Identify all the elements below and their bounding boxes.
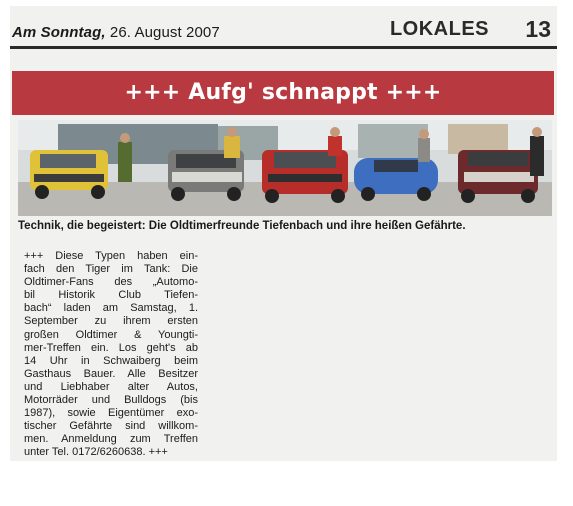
article-line: 1987), sowie Eigentümer exo- xyxy=(24,407,198,420)
article-body xyxy=(24,250,198,460)
article-line: unter Tel. 0172/6260638. +++ xyxy=(24,446,168,459)
article-line: Gasthaus Bauer. Alle Besitzer xyxy=(24,367,198,380)
page-number: 13 xyxy=(525,16,551,42)
article-line: großen Oldtimer & Youngti- xyxy=(24,328,198,341)
article-line: Oldtimer-Fans des „Automo- xyxy=(24,276,198,289)
article-line: fach den Tiger im Tank: Die xyxy=(24,263,198,276)
article-line: und Liebhaber alter Autos, xyxy=(24,380,198,393)
article-line: bach“ laden am Samstag, 1. xyxy=(24,302,198,315)
article-line: men. Anmeldung zum Treffen xyxy=(24,433,198,446)
section-title: LOKALES xyxy=(389,18,489,40)
article-line: tischer Gefährte sind willkom- xyxy=(24,420,198,433)
issue-label: Am Sonntag, xyxy=(12,24,106,41)
date-text: 26. August 2007 xyxy=(109,24,220,41)
article-line: mer-Treffen ein. Los geht's ab xyxy=(24,341,198,354)
issue-date xyxy=(12,24,220,41)
newspaper-clipping xyxy=(10,6,557,461)
article-line: +++ Diese Typen haben ein- xyxy=(24,250,198,262)
column-banner: +++ Aufg' schnappt +++ xyxy=(12,71,554,115)
article-line: bil Historik Club Tiefen- xyxy=(24,289,198,302)
article-line: 14 Uhr in Schwaiberg beim xyxy=(24,354,198,367)
photo-caption: Technik, die begeistert: Die Oldtimerfreunde Tiefenbach und ihre heißen Gefährte. xyxy=(18,220,466,232)
photo-cars-icon xyxy=(18,120,552,216)
article-line: September zu ihrem ersten xyxy=(24,315,198,328)
page-header xyxy=(10,16,557,49)
article-line: Motorräder und Bulldogs (bis xyxy=(24,394,198,407)
